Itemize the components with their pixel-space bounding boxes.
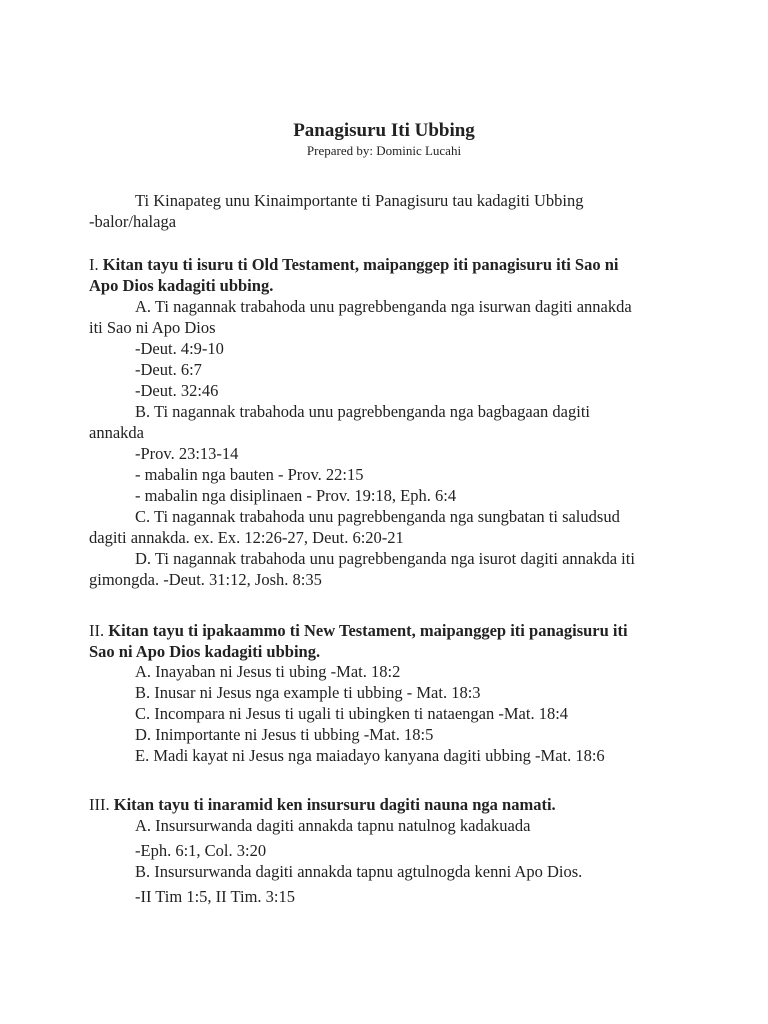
section1-item-d: D. Ti nagannak trabahoda unu pagrebbenganda nga isurot dagiti annakda iti xyxy=(135,549,635,568)
section2-numeral: II. xyxy=(89,621,105,640)
section1-item-d-cont: gimongda. -Deut. 31:12, Josh. 8:35 xyxy=(89,570,322,589)
scripture-reference: - mabalin nga disiplinaen - Prov. 19:18, Eph. 6:4 xyxy=(135,486,457,505)
section1-item-c-cont: dagiti annakda. ex. Ex. 12:26-27, Deut. 6:20-21 xyxy=(89,528,404,547)
scripture-reference: - mabalin nga bauten - Prov. 22:15 xyxy=(135,465,364,484)
section1-item-a: A. Ti nagannak trabahoda unu pagrebbenganda nga isurwan dagiti annakda xyxy=(135,297,632,316)
section2-heading-cont: Sao ni Apo Dios kadagiti ubbing. xyxy=(89,642,321,661)
section2-item-b: B. Inusar ni Jesus nga example ti ubbing - Mat. 18:3 xyxy=(135,683,481,702)
section1-heading xyxy=(89,254,618,275)
section3-item-b: B. Insursurwanda dagiti annakda tapnu agtulnogda kenni Apo Dios. xyxy=(135,862,583,881)
section2-item-d: D. Inimportante ni Jesus ti ubbing -Mat. 18:5 xyxy=(135,725,434,744)
scripture-reference: -Deut. 32:46 xyxy=(135,381,219,400)
scripture-reference: -Eph. 6:1, Col. 3:20 xyxy=(135,841,267,860)
section1-heading-text: Kitan tayu ti isuru ti Old Testament, maipanggep iti panagisuru iti Sao ni xyxy=(102,255,619,274)
scripture-reference: -Deut. 4:9-10 xyxy=(135,339,224,358)
intro-subline: -balor/halaga xyxy=(89,212,177,231)
section2-item-c: C. Incompara ni Jesus ti ugali ti ubingken ti nataengan -Mat. 18:4 xyxy=(135,704,569,723)
section1-item-c: C. Ti nagannak trabahoda unu pagrebbenganda nga sungbatan ti saludsud xyxy=(135,507,620,526)
section1-numeral: I. xyxy=(89,255,99,274)
intro-line: Ti Kinapateg unu Kinaimportante ti Panagisuru tau kadagiti Ubbing xyxy=(135,191,584,210)
section1-heading-cont: Apo Dios kadagiti ubbing. xyxy=(89,276,274,295)
section1-item-b-cont: annakda xyxy=(89,423,144,442)
scripture-reference: -Prov. 23:13-14 xyxy=(135,444,239,463)
section3-heading-text: Kitan tayu ti inaramid ken insursuru dagiti nauna nga namati. xyxy=(113,795,556,814)
section2-item-e: E. Madi kayat ni Jesus nga maiadayo kanyana dagiti ubbing -Mat. 18:6 xyxy=(135,746,605,765)
section3-heading xyxy=(89,794,556,815)
section1-item-a-cont: iti Sao ni Apo Dios xyxy=(89,318,216,337)
section2-heading-text: Kitan tayu ti ipakaammo ti New Testament, maipanggep iti panagisuru iti xyxy=(108,621,628,640)
document-title: Panagisuru Iti Ubbing xyxy=(293,120,475,141)
section3-numeral: III. xyxy=(89,795,110,814)
section2-heading xyxy=(89,620,628,641)
section3-item-a: A. Insursurwanda dagiti annakda tapnu natulnog kadakuada xyxy=(135,816,531,835)
section2-item-a: A. Inayaban ni Jesus ti ubing -Mat. 18:2 xyxy=(135,662,401,681)
document-subtitle: Prepared by: Dominic Lucahi xyxy=(306,143,462,158)
scripture-reference: -II Tim 1:5, II Tim. 3:15 xyxy=(135,887,296,906)
scripture-reference: -Deut. 6:7 xyxy=(135,360,202,379)
section1-item-b: B. Ti nagannak trabahoda unu pagrebbenganda nga bagbagaan dagiti xyxy=(135,402,590,421)
